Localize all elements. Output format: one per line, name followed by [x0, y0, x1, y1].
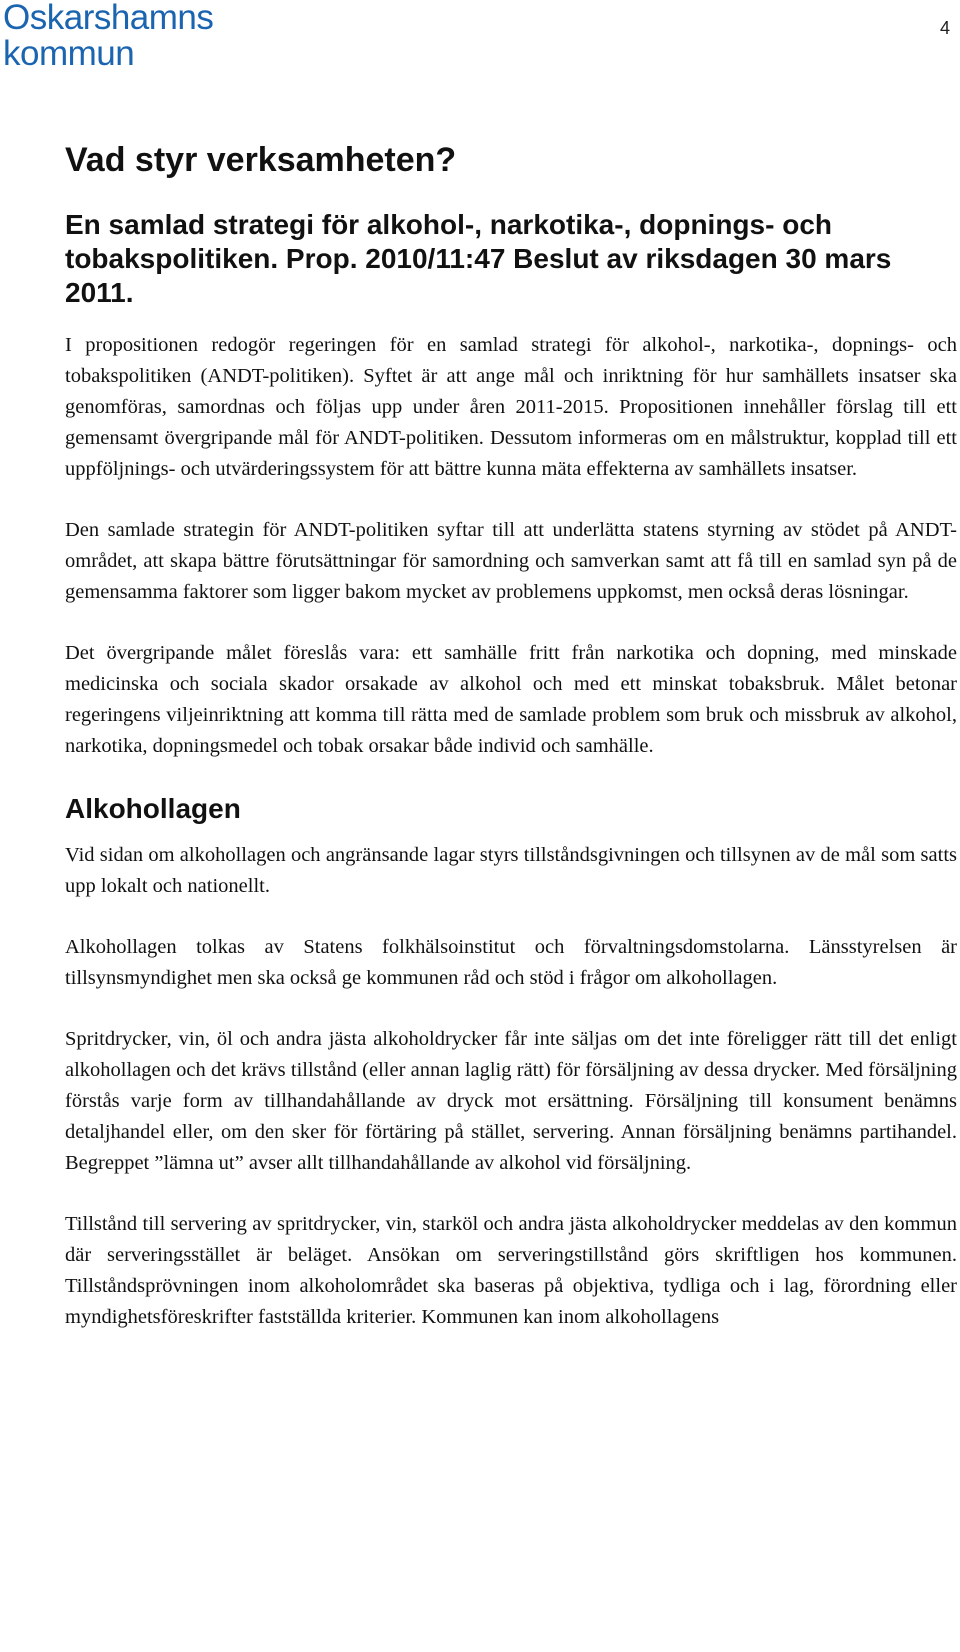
strategy-heading: En samlad strategi för alkohol-, narkotika-, dopnings- och tobakspolitiken. Prop. 2010/11:47 Beslut av riksdagen 30 mars 2011. — [65, 209, 892, 308]
document-body — [65, 140, 957, 1333]
paragraph-serving-permit: Tillstånd till servering av spritdrycker, vin, starköl och andra jästa alkoholdrycker meddelas av den kommun där serveringsstället är beläget. Ansökan om serveringstillstånd görs skriftligen hos kommunen. Tillståndsprövningen inom alkoholområdet ska baseras på objektiva, tydliga och i lag, förordning eller myndighetsföreskrifter fastställda kriterier. Kommunen kan inom alkohollagens — [65, 1213, 957, 1328]
paragraph-interpretation: Alkohollagen tolkas av Statens folkhälsoinstitut och förvaltningsdomstolarna. Länsstyrelsen är tillsynsmyndighet men ska också ge kommunen råd och stöd i frågor om alkohollagen. — [65, 936, 957, 989]
section-heading-alkohollagen: Alkohollagen — [65, 793, 241, 824]
paragraph-licensing: Vid sidan om alkohollagen och angränsande lagar styrs tillståndsgivningen och tillsynen av de mål som satts upp lokalt och nationellt. — [65, 844, 957, 897]
logo-line-2: kommun — [3, 34, 135, 73]
paragraph-overall-goal: Det övergripande målet föreslås vara: ett samhälle fritt från narkotika och dopning, med minskade medicinska och sociala skador orsakade av alkohol och med ett minskat tobaksbruk. Målet betonar regeringens viljeinriktning att komma till rätta med de samlade problem som bruk och missbruk av alkohol, narkotika, dopningsmedel och tobak orsakar både individ och samhälle. — [65, 642, 957, 757]
paragraph-proposition: I propositionen redogör regeringen för en samlad strategi för alkohol-, narkotika-, dopnings- och tobakspolitiken (ANDT-politiken). Syftet är att ange mål och inriktning för hur samhällets insatser ska genomföras, samordnas och följas upp under åren 2011-2015. Propositionen innehåller förslag till ett gemensamt övergripande mål för ANDT-politiken. Dessutom informeras om en målstruktur, kopplad till ett uppföljnings- och utvärderingssystem för att bättre kunna mäta effekterna av samhällets insatser. — [65, 334, 957, 480]
page-number: 4 — [939, 18, 950, 38]
paragraph-sales: Spritdrycker, vin, öl och andra jästa alkoholdrycker får inte säljas om det inte föreligger rätt till det enligt alkohollagen och det krävs tillstånd (eller annan laglig rätt) för försäljning av dessa drycker. Med försäljning förstås varje form av tillhandahållande av dryck mot ersättning. Försäljning till konsument benämns detaljhandel eller, om den sker för förtäring på stället, servering. Annan försäljning benämns partihandel. Begreppet ”lämna ut” avser allt tillhandahållande av alkohol vid försäljning. — [65, 1028, 957, 1174]
paragraph-strategy: Den samlade strategin för ANDT-politiken syftar till att underlätta statens styrning av stödet på ANDT-området, att skapa bättre förutsättningar för samordning och samverkan samt att få till en samlad syn på de gemensamma faktorer som ligger bakom mycket av problemens uppkomst, men också deras lösningar. — [65, 519, 957, 603]
page-title: Vad styr verksamheten? — [65, 141, 457, 179]
oskarshamns-kommun-logo — [3, 0, 213, 72]
logo-line-1: Oskarshamns — [3, 0, 214, 37]
